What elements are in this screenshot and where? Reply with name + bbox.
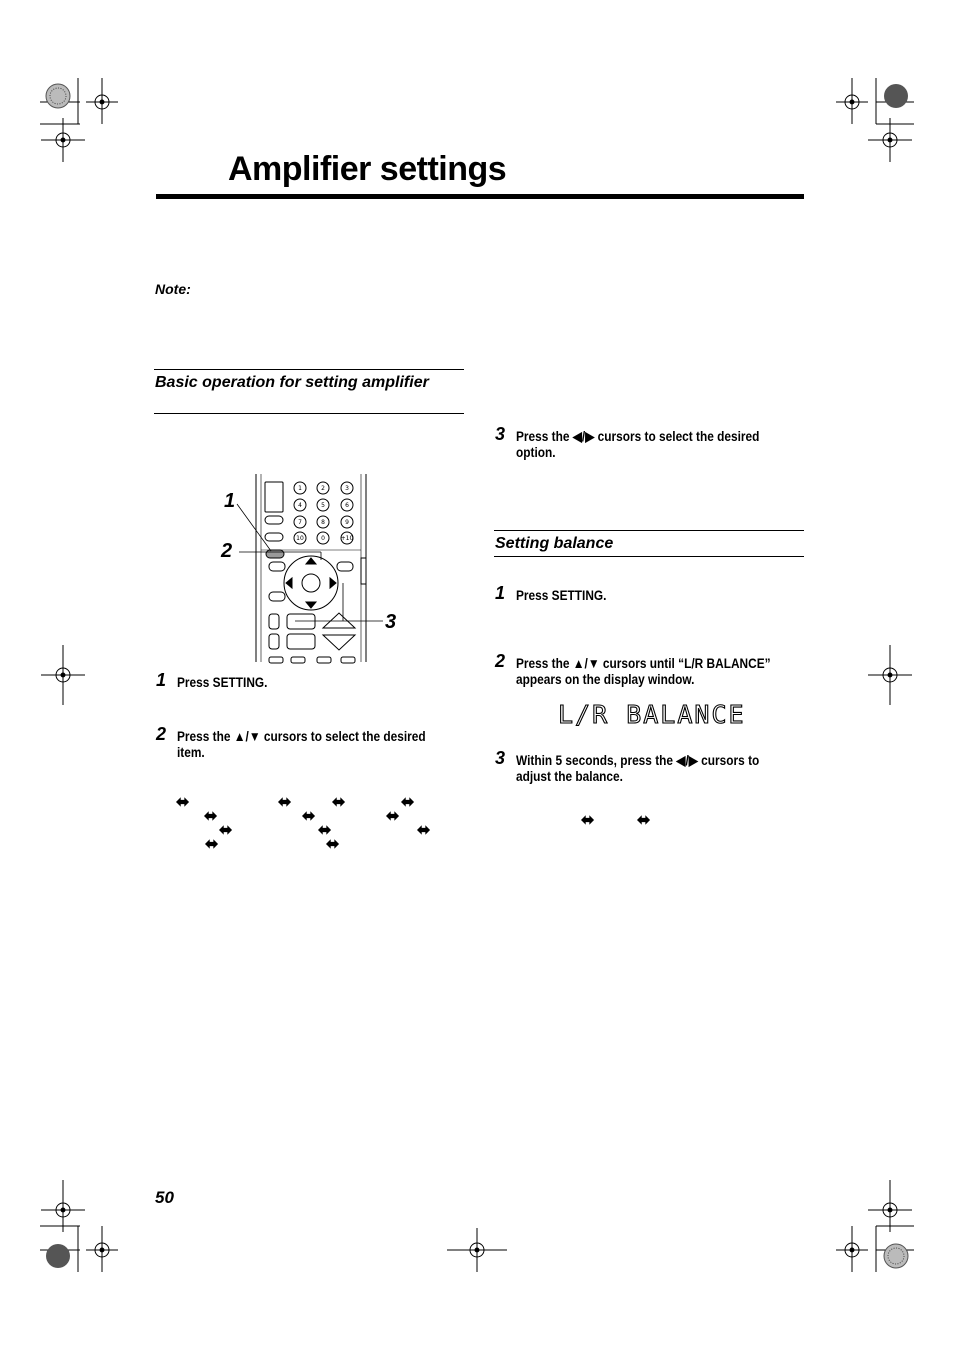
svg-text:4: 4 (298, 502, 302, 509)
step-text: Press SETTING. (177, 675, 268, 690)
right-step-3-select-option (495, 424, 793, 461)
step-text-line1: Within 5 seconds, press the ◀/▶ cursors to (516, 753, 760, 768)
svg-text:+10: +10 (340, 535, 354, 542)
title-rule (156, 194, 804, 199)
display-text: L/R BALANCE (558, 702, 746, 728)
remote-control-illustration (225, 474, 395, 664)
step-text-line2: appears on the display window. (516, 672, 695, 687)
step-number: 3 (495, 424, 506, 444)
step-number: 3 (495, 748, 506, 768)
double-arrow-icon: ⬌ (417, 822, 431, 839)
svg-text:8: 8 (321, 519, 325, 526)
step-number: 2 (156, 724, 167, 744)
display-window (558, 702, 758, 728)
callout-2: 2 (221, 540, 233, 562)
step-number: 1 (156, 670, 167, 690)
step-number: 1 (495, 583, 506, 603)
right-step-1 (495, 583, 619, 604)
double-arrow-icon: ⬌ (386, 808, 400, 825)
double-arrow-icon: ⬌ (205, 836, 219, 853)
double-arrow-icon: ⬌ (637, 812, 651, 829)
right-step-3-adjust (495, 748, 792, 785)
note-label: Note: (155, 281, 191, 297)
svg-text:9: 9 (345, 519, 349, 526)
section-basic-operation (154, 369, 464, 414)
callout-1: 1 (224, 490, 236, 512)
svg-text:10: 10 (296, 535, 304, 542)
right-step-2 (495, 651, 805, 688)
step-text-line1: Press the ▲/▼ cursors to select the desired (177, 729, 426, 744)
page-title: Amplifier settings (228, 150, 507, 188)
callout-3: 3 (385, 611, 397, 633)
double-arrow-icon: ⬌ (204, 808, 218, 825)
step-text-line1: Press the ▲/▼ cursors until “L/R BALANCE” (516, 656, 771, 671)
double-arrow-icon: ⬌ (318, 822, 332, 839)
svg-text:1: 1 (298, 485, 302, 492)
double-arrow-icon: ⬌ (332, 794, 346, 811)
double-arrow-icon: ⬌ (581, 812, 595, 829)
double-arrow-icon: ⬌ (401, 794, 415, 811)
svg-text:6: 6 (345, 502, 349, 509)
step-number: 2 (495, 651, 506, 671)
step-text-line2: adjust the balance. (516, 769, 623, 784)
svg-text:0: 0 (321, 535, 325, 542)
left-step-1 (156, 670, 280, 691)
section-setting-balance (494, 530, 804, 557)
svg-text:7: 7 (298, 519, 302, 526)
step-text-line2: option. (516, 445, 556, 460)
double-arrow-icon: ⬌ (219, 822, 233, 839)
step-text-line1: Press the ◀/▶ cursors to select the desired (516, 429, 760, 444)
double-arrow-icon: ⬌ (176, 794, 190, 811)
double-arrow-icon: ⬌ (302, 808, 316, 825)
left-step-2 (156, 724, 460, 761)
section-title: Setting balance (495, 535, 614, 552)
svg-text:3: 3 (345, 485, 349, 492)
svg-text:2: 2 (321, 485, 325, 492)
double-arrow-icon: ⬌ (326, 836, 340, 853)
step-text-line2: item. (177, 745, 205, 760)
section-title: Basic operation for setting amplifier (155, 374, 429, 391)
step-text: Press SETTING. (516, 588, 607, 603)
page-number: 50 (155, 1188, 174, 1207)
svg-text:5: 5 (321, 502, 325, 509)
double-arrow-icon: ⬌ (278, 794, 292, 811)
